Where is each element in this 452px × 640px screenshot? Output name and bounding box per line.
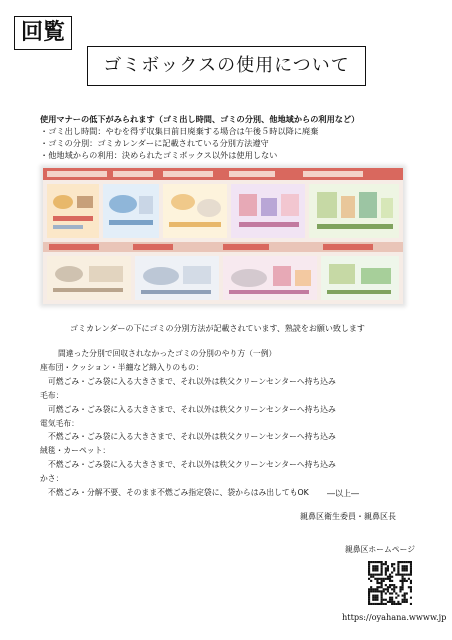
qr-code-icon[interactable] bbox=[368, 561, 412, 605]
manners-item-sorting: ・ゴミの分別：ゴミカレンダーに記載されている分別方法遵守 bbox=[40, 138, 269, 148]
example-instruction: 不燃ごみ・ごみ袋に入る大きさまで、それ以外は秩父クリーンセンターへ持ち込み bbox=[48, 432, 336, 442]
signature: 親鼻区衛生委員・親鼻区長 bbox=[300, 512, 396, 521]
manners-lead: 使用マナーの低下がみられます（ゴミ出し時間、ゴミの分別、他地域からの利用など） bbox=[40, 114, 360, 124]
manners-item-other-area: ・他地域からの利用：決められたゴミボックス以外は使用しない bbox=[40, 150, 278, 160]
example-instruction: 可燃ごみ・ごみ袋に入る大きさまで、それ以外は秩父クリーンセンターへ持ち込み bbox=[48, 376, 336, 386]
garbage-calendar-illustration bbox=[43, 168, 403, 304]
circulation-badge: 回覧 bbox=[14, 16, 72, 50]
garbage-calendar-image bbox=[43, 168, 403, 304]
example-category: 電気毛布： bbox=[40, 418, 79, 428]
example-category: 座布団・クッション・半纏など綿入りのもの： bbox=[40, 362, 204, 372]
sorting-examples bbox=[40, 347, 440, 500]
example-instruction: 可燃ごみ・ごみ袋に入る大きさまで、それ以外は秩父クリーンセンターへ持ち込み bbox=[48, 404, 336, 414]
page-title: ゴミボックスの使用について bbox=[87, 46, 366, 86]
example-category: かさ： bbox=[40, 474, 64, 484]
examples-heading: 間違った分別で回収されなかったゴミの分別のやり方（一例） bbox=[58, 349, 277, 358]
homepage-url-link[interactable]: https://oyahana.wwww.jp bbox=[342, 612, 447, 622]
example-instruction: 不燃ごみ・ごみ袋に入る大きさまで、それ以外は秩父クリーンセンターへ持ち込み bbox=[48, 460, 336, 470]
example-category: 絨毯・カーペット： bbox=[40, 446, 111, 456]
closing-mark: ―以上― bbox=[327, 489, 359, 498]
calendar-note: ゴミカレンダーの下にゴミの分別方法が記載されています、熟読をお願い致します bbox=[70, 324, 365, 333]
example-instruction: 不燃ごみ・分解不要、そのまま不燃ごみ指定袋に、袋からはみ出してもOK bbox=[48, 488, 309, 498]
example-category: 毛布： bbox=[40, 390, 64, 400]
qr-code-graphic bbox=[368, 561, 412, 605]
manners-item-time: ・ゴミ出し時間：やむを得ず収集日前日廃棄する場合は午後５時以降に廃棄 bbox=[40, 126, 319, 136]
manners-section bbox=[40, 113, 440, 161]
homepage-label: 親鼻区ホームページ bbox=[345, 545, 416, 554]
